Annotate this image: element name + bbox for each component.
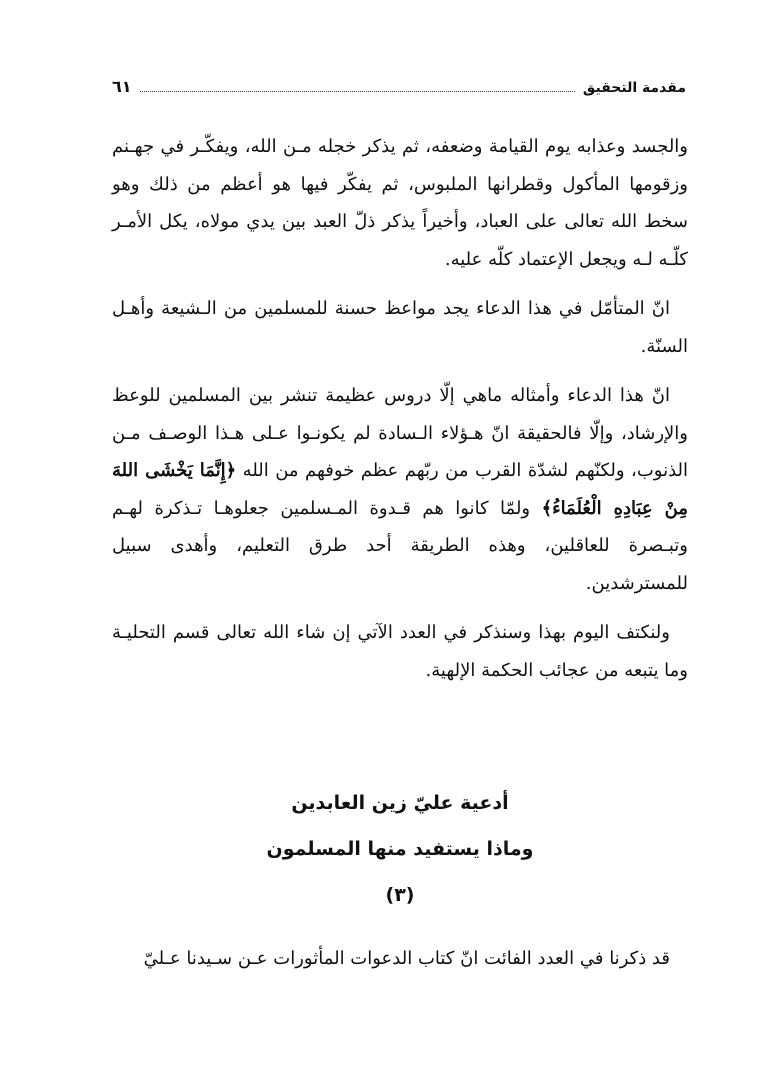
leader-dots: [140, 79, 575, 92]
section-heading: [112, 790, 688, 908]
body-text: [112, 128, 688, 701]
paragraph-3-text-before: انّ هذا الدعاء وأمثاله ماهي إلّا دروس عظيمة تنشر بين المسلمين للوعظ والإرشاد، وإلّا فالحقيقة انّ هـؤلاء الـسادة لم يكونـوا عـلى هـذا الوصـف مـن الذنوب، ولكنّهم لشدّة القرب من ربّهم عظم خوفهم من الله: [112, 385, 689, 481]
paragraph-1: والجسد وعذابه يوم القيامة وضعفه، ثم يذكر خجله مـن الله، ويفكّـر في جهـنم وزقومها المأكول وقطرانها الملبوس، ثم يفكّر فيها هو أعظم من ذلك وهو سخط الله تعالى على العباد، وأخيراً يذكر ذلّ العبد بين يدي مولاه، يكل الأمـر كلّـه لـه ويجعل الإعتماد كلّه عليه.: [112, 136, 688, 270]
paragraph-2: انّ المتأمّل في هذا الدعاء يجد مواعظ حسنة للمسلمين من الـشيعة وأهـل السنّة.: [112, 298, 688, 357]
part-number: (٣): [385, 884, 415, 906]
paragraph-3: [112, 377, 688, 602]
page-number: ٦١: [112, 77, 132, 96]
section-title-line-2: وماذا يستفيد منها المسلمون: [266, 838, 534, 860]
running-header-title: مقدمة التحقيق: [582, 80, 686, 96]
paragraph-4: ولنكتف اليوم بهذا وسنذكر في العدد الآتي إن شاء الله تعالى قسم التحليـة وما يتبعه من عجائب الحكمة الإلهية.: [112, 622, 688, 681]
paragraph-3-text-after: ولمّا كانوا هم قـدوة المـسلمين جعلوهـا تـذكرة لهـم وتبـصرة للعاقلين، وهذه الطريقة أحد طرق التعليم، وأهدى سبيل للمسترشدين.: [112, 497, 688, 594]
running-header: [112, 77, 686, 103]
section-title-line-1: أدعية عليّ زين العابدين: [291, 792, 509, 814]
quran-verse: ﴿إِنَّمَا يَخْشَى اللهَ مِنْ عِبَادِهِ الْعُلَمَاءُ﴾: [112, 460, 688, 519]
continuation-paragraph: قد ذكرنا في العدد الفائت انّ كتاب الدعوات المأثورات عـن سـيدنا عـليّ: [143, 948, 670, 969]
